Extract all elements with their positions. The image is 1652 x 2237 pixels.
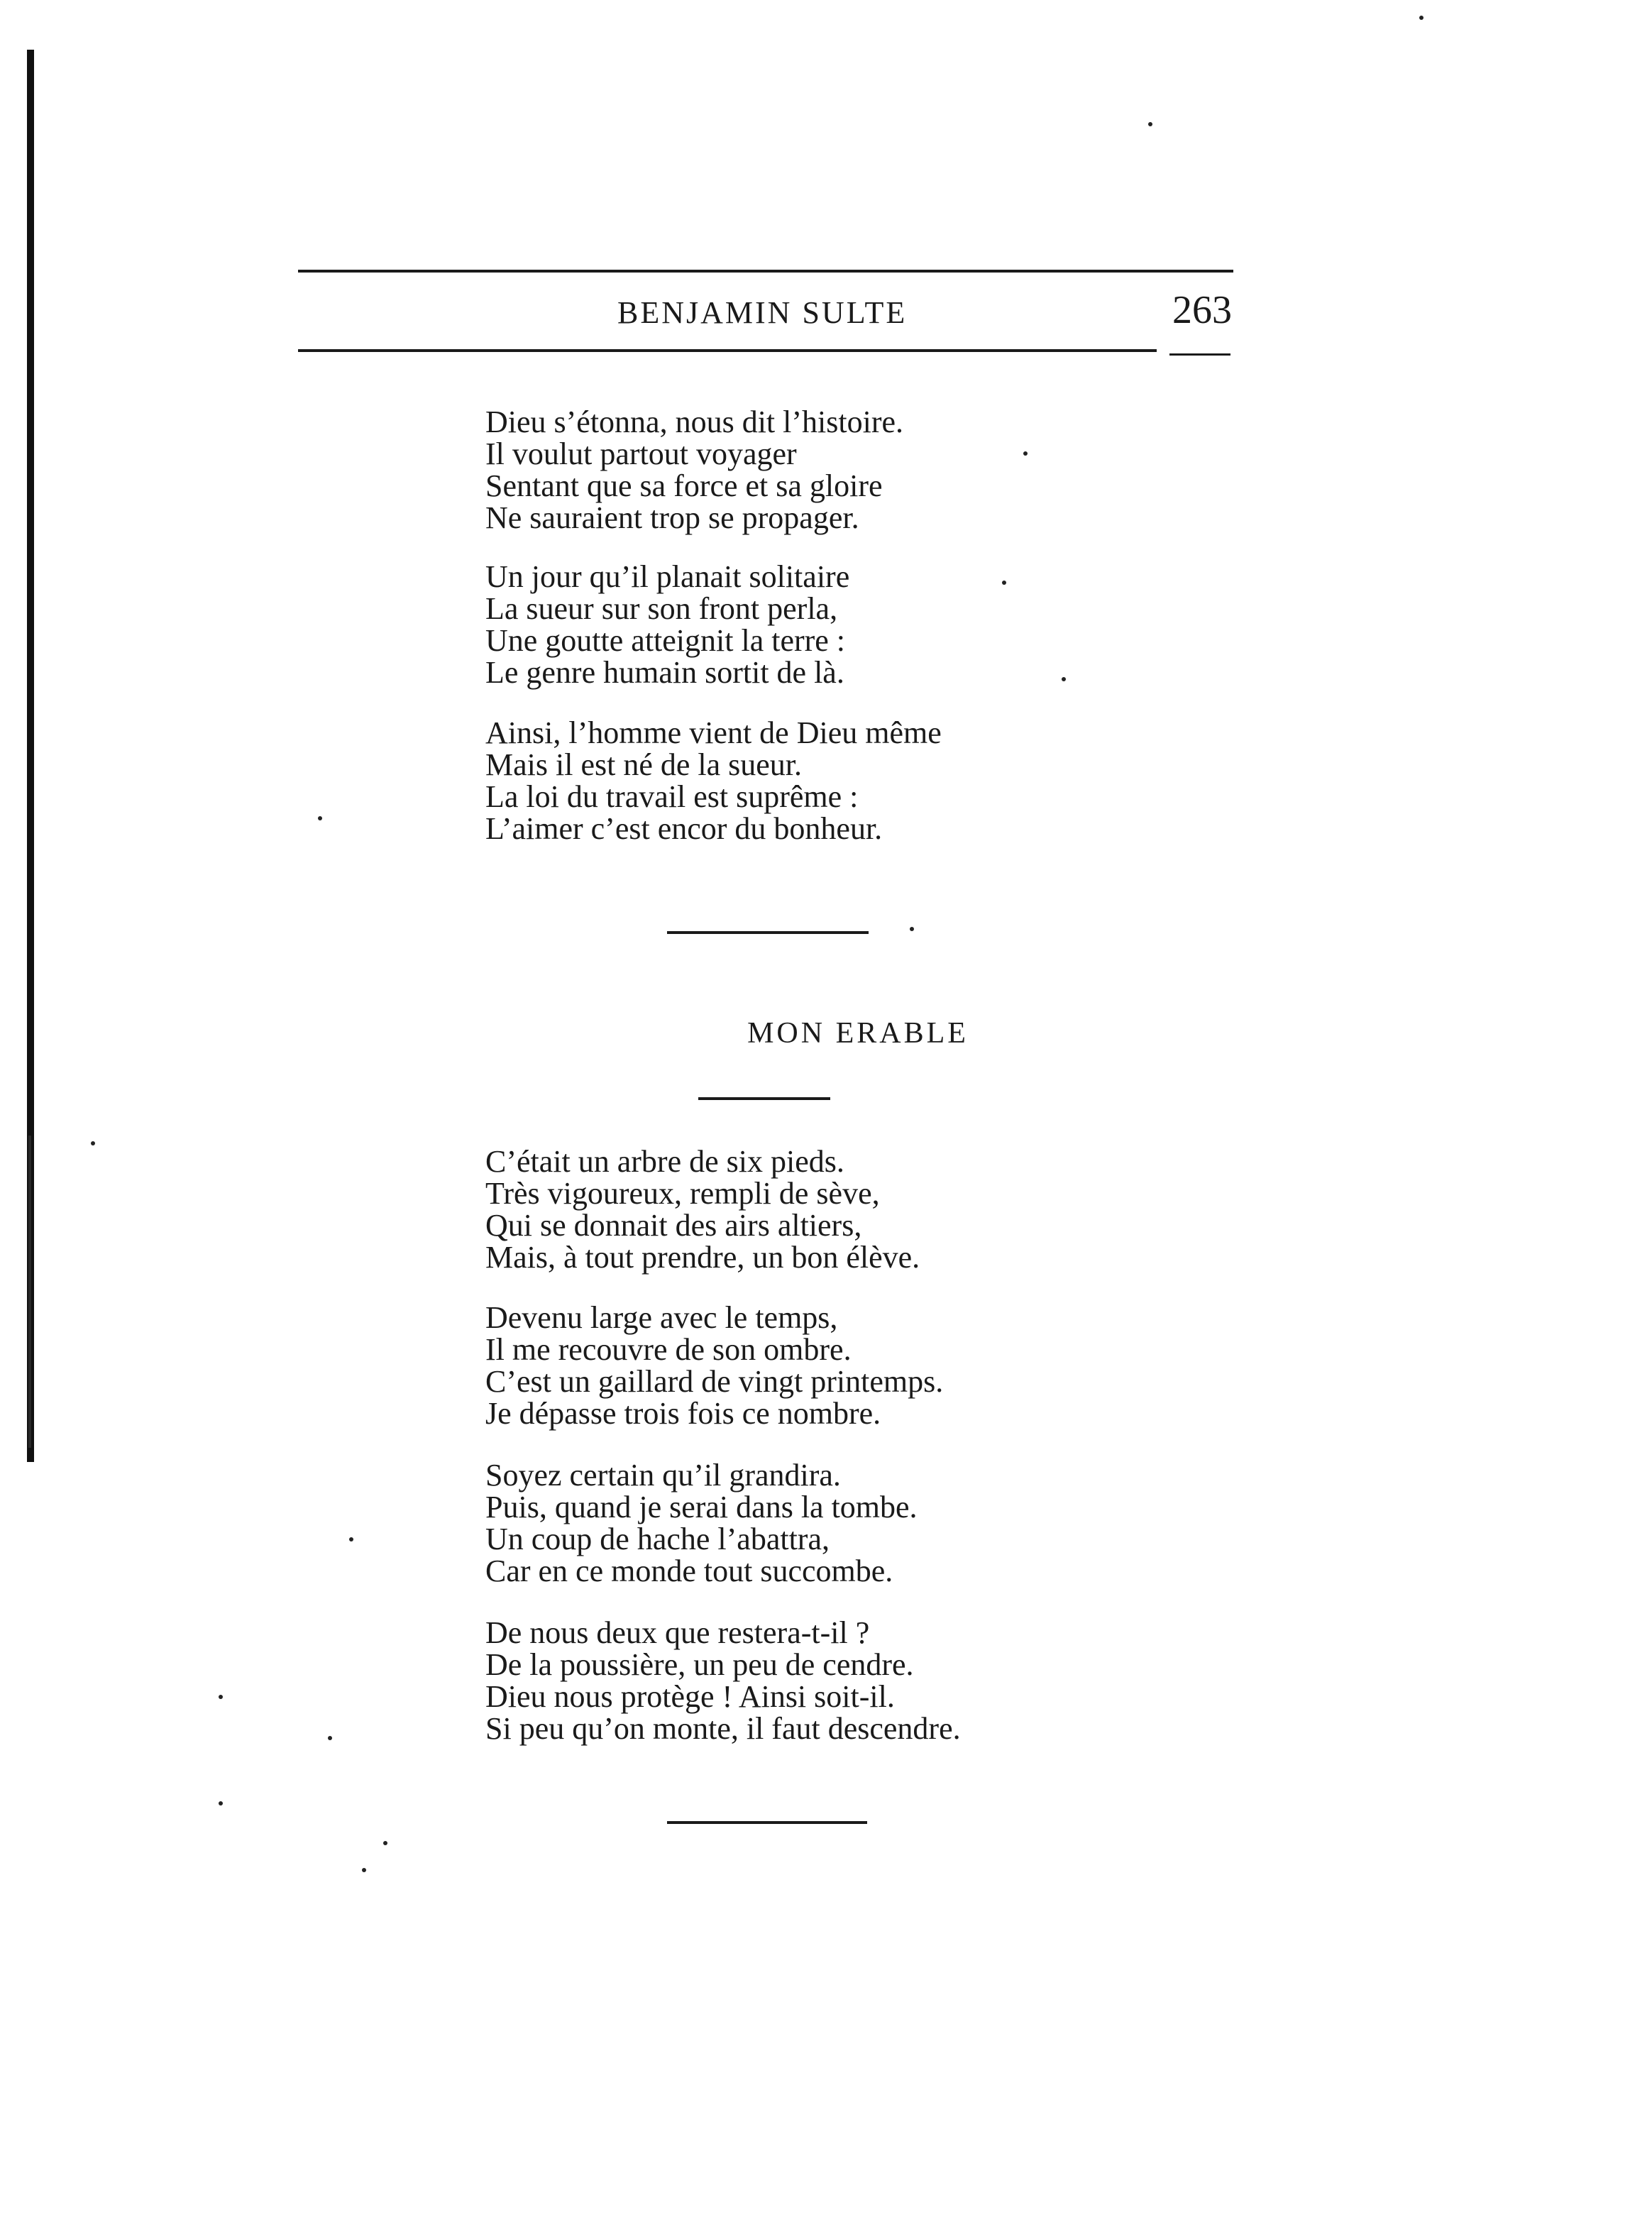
header-bottom-rule — [298, 349, 1157, 352]
closing-separator — [667, 1821, 867, 1824]
verse-line: Qui se donnait des airs altiers, — [485, 1208, 862, 1243]
verse-line: Il me recouvre de son ombre. — [485, 1332, 852, 1367]
header-bottom-rule-tail — [1169, 353, 1230, 356]
verse-line: L’aimer c’est encor du bonheur. — [485, 811, 883, 846]
first-poem-stanza-2 — [485, 561, 849, 688]
running-title: BENJAMIN SULTE — [617, 295, 908, 330]
first-poem-stanza-1 — [485, 406, 903, 534]
second-poem-stanza-4 — [485, 1617, 961, 1744]
verse-line: Car en ce monde tout succombe. — [485, 1554, 893, 1588]
verse-line: Puis, quand je serai dans la tombe. — [485, 1490, 918, 1524]
verse-line: Sentant que sa force et sa gloire — [485, 468, 883, 503]
verse-line: Dieu s’étonna, nous dit l’histoire. — [485, 405, 904, 439]
verse-line: La sueur sur son front perla, — [485, 591, 838, 626]
scan-speck — [1002, 581, 1006, 585]
scan-speck — [1419, 16, 1424, 20]
verse-line: De la poussière, un peu de cendre. — [485, 1647, 914, 1682]
scan-speck — [219, 1801, 223, 1805]
page-binding-edge-shadow — [28, 1136, 31, 1448]
poem-title-text: MON ERABLE — [747, 1017, 969, 1050]
scan-speck — [1148, 122, 1152, 126]
title-underline — [698, 1097, 830, 1100]
scan-speck — [383, 1841, 387, 1845]
verse-line: Un jour qu’il planait solitaire — [485, 559, 850, 594]
verse-line: Mais, à tout prendre, un bon élève. — [485, 1240, 920, 1275]
verse-line: Ne sauraient trop se propager. — [485, 500, 859, 535]
verse-line: Un coup de hache l’abattra, — [485, 1522, 830, 1556]
scan-speck — [219, 1695, 223, 1699]
verse-line: Mais il est né de la sueur. — [485, 747, 803, 782]
scan-speck — [1023, 451, 1028, 456]
verse-line: Si peu qu’on monte, il faut descendre. — [485, 1711, 961, 1746]
first-poem-stanza-3 — [485, 717, 942, 845]
verse-line: Dieu nous protège ! Ainsi soit-il. — [485, 1679, 895, 1714]
page-number: 263 — [1172, 288, 1232, 332]
header-top-rule — [298, 270, 1233, 273]
scan-speck — [349, 1537, 353, 1541]
scan-speck — [910, 927, 914, 931]
second-poem-stanza-2 — [485, 1302, 943, 1429]
poem-title — [0, 1016, 1652, 1050]
verse-line: Devenu large avec le temps, — [485, 1300, 838, 1335]
second-poem-stanza-3 — [485, 1459, 918, 1587]
verse-line: Il voulut partout voyager — [485, 436, 797, 471]
verse-line: Je dépasse trois fois ce nombre. — [485, 1396, 881, 1431]
verse-line: Le genre humain sortit de là. — [485, 655, 844, 690]
verse-line: Ainsi, l’homme vient de Dieu même — [485, 715, 942, 750]
verse-line: De nous deux que restera-t-il ? — [485, 1615, 870, 1650]
verse-line: Très vigoureux, rempli de sève, — [485, 1176, 880, 1211]
scan-speck — [91, 1141, 95, 1145]
section-separator — [667, 931, 869, 934]
verse-line: Une goutte atteignit la terre : — [485, 623, 846, 658]
verse-line: C’est un gaillard de vingt printemps. — [485, 1364, 944, 1399]
verse-line: Soyez certain qu’il grandira. — [485, 1458, 841, 1493]
second-poem-stanza-1 — [485, 1145, 920, 1273]
verse-line: La loi du travail est suprême : — [485, 779, 859, 814]
scan-speck — [328, 1736, 332, 1740]
scan-speck — [362, 1868, 366, 1872]
scan-speck — [318, 816, 322, 820]
verse-line: C’était un arbre de six pieds. — [485, 1144, 844, 1179]
scan-speck — [1062, 677, 1066, 681]
